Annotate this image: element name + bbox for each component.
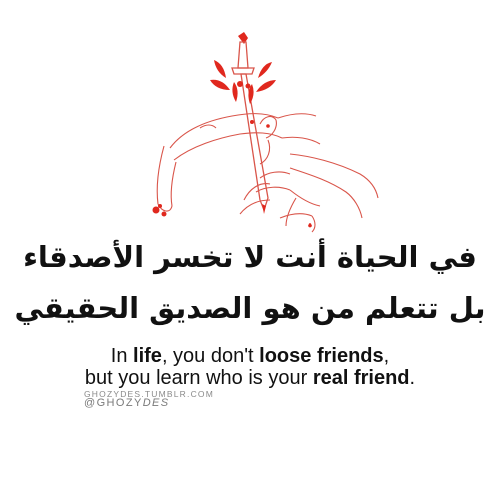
english-quote-line-2 (0, 367, 500, 389)
upper-hand-sketch (157, 114, 320, 211)
red-leaves-icon (210, 60, 276, 104)
english-text: . (409, 367, 416, 389)
english-text: In (110, 345, 134, 367)
arabic-quote-line-2: بل تتعلم من هو الصديق الحقيقي (14, 291, 486, 325)
dagger-icon (232, 32, 268, 214)
english-text: , you don't (161, 345, 260, 367)
english-quote-line-1 (0, 345, 500, 367)
english-bold-word: loose friends (259, 345, 384, 367)
hands-dagger-illustration (140, 28, 380, 233)
credit-site: GHOZYDES.TUMBLR.COM (84, 389, 215, 399)
handle-prefix: @GHOZY (84, 397, 143, 409)
english-text: , (383, 345, 390, 367)
english-text: but you learn who is your (84, 367, 313, 389)
lower-hands-sketch (240, 154, 378, 232)
english-bold-word: real friend (312, 367, 410, 389)
arabic-quote-line-1: في الحياة أنت لا تخسر الأصدقاء (23, 240, 477, 274)
credit-handle (84, 397, 170, 409)
english-bold-word: life (133, 345, 162, 367)
handle-suffix: DES (142, 397, 170, 409)
